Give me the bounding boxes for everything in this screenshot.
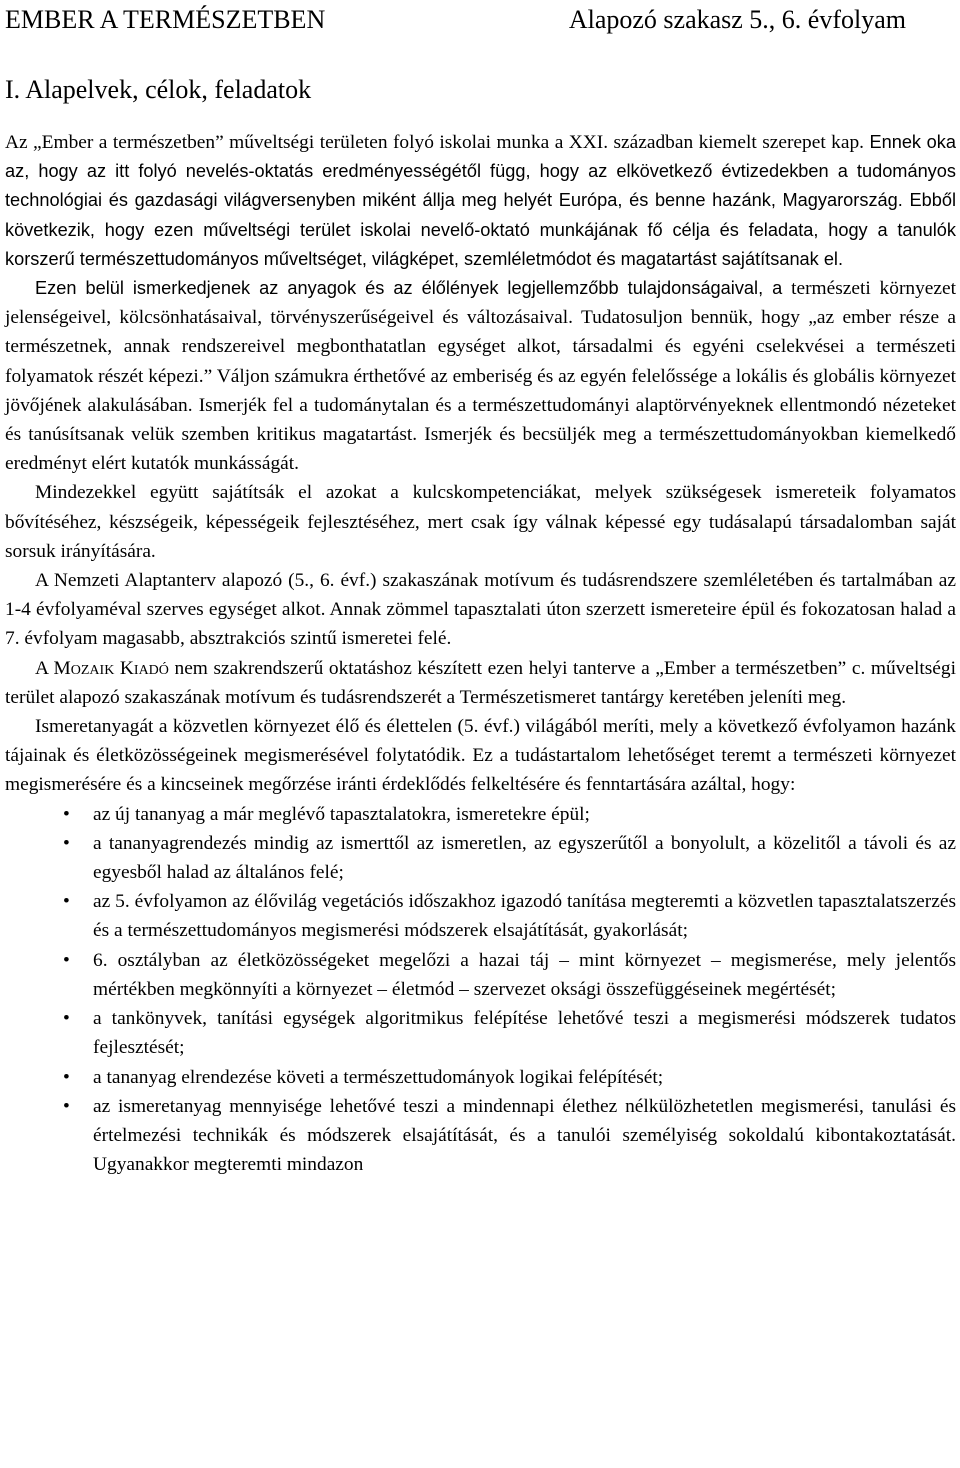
bullet-icon: • <box>63 832 70 854</box>
paragraph-1-sans: Ennek oka az, hogy az itt folyó nevelés-oktatás eredményességétől függ, hogy az elkövetkező évtizedekben a tudományos technológiai és gazdasági világversenyben miként állja meg helyét Európa, és benne hazánk, Magyarország. Ebből következik, hogy ezen műveltségi terület iskolai nevelő-oktató munkájának fő célja és feladata, hogy a tanulók korszerű természettudományos műveltséget, világképet, szemléletmódot és magatartást sajátítsanak el. <box>5 132 956 269</box>
paragraph-5-pre: A <box>35 657 54 679</box>
paragraph-3: Mindezekkel együtt sajátítsák el azokat a kulcskompetenciákat, melyek szükségesek ismereteik folyamatos bővítéséhez, készségeik, képességeik fejlesztéséhez, mert csak így válnak képessé egy tudásalapú társadalomban saját sorsuk irányítására. <box>5 482 956 562</box>
paragraph-2 <box>5 274 956 478</box>
bullet-icon: • <box>63 1095 70 1117</box>
list-item-text: az új tananyag a már meglévő tapasztalatokra, ismeretekre épül; <box>93 803 590 825</box>
list-item <box>5 1063 956 1092</box>
paragraph-5-post: nem szakrendszerű oktatáshoz készített ezen helyi tanterve a „Ember a természetben” c. műveltségi terület alapozó szakaszának motívum és tudásrendszerét a Természetismeret tantárgy keretében jeleníti meg. <box>5 657 956 708</box>
list-item <box>5 946 956 1004</box>
list-item <box>5 1004 956 1062</box>
bullet-icon: • <box>63 803 70 825</box>
list-item-text: a tananyag elrendezése követi a természettudományok logikai felépítését; <box>93 1066 664 1088</box>
list-item-text: a tananyagrendezés mindig az ismerttől az ismeretlen, az egyszerűtől a bonyolult, a közelitől a távoli és az egyesből halad az általános felé; <box>93 832 956 884</box>
paragraph-5 <box>5 654 956 712</box>
paragraph-2-sans: Ezen belül ismerkedjenek az anyagok és az élőlények legjellemzőbb tulajdonságaival, a <box>35 278 783 299</box>
bullet-icon: • <box>63 1008 70 1030</box>
list-item <box>5 800 956 829</box>
document-subtitle: Alapozó szakasz 5., 6. évfolyam <box>568 5 906 34</box>
bullet-list <box>5 800 956 1180</box>
list-item <box>5 1092 956 1180</box>
paragraph-6: Ismeretanyagát a közvetlen környezet élő és élettelen (5. évf.) világából meríti, mely a következő évfolyamon hazánk tájainak és életközösségeinek megismerésével folytatódik. Ez a tudástartalom lehetőséget teremt a természeti környezet megismerésére és a kincseinek megőrzése iránti érdeklődés felkeltésére és fenntartására azáltal, hogy: <box>5 716 956 796</box>
paragraph-2-serif: természeti környezet jelenségeivel, kölcsönhatásaival, törvényszerűségeivel és változásaival. Tudatosuljon bennük, hogy „az ember része a természetnek, annak rendszereivel megbonthatatlan egységet alkot, társadalmi és egyéni cselekvései a természeti folyamatok részét képezi.” Váljon számukra érthetővé az emberiség és az egyén felelőssége a lokális és globális környezet jövőjének alakulásában. Ismerjék fel a tudománytalan és a természettudományi alaptörvényeknek ellentmondó nézeteket és tanúsítsanak velük szemben kritikus magatartást. Ismerjék és becsüljék meg a természettudományokban kiemelkedő eredményt elért kutatók munkásságát. <box>5 278 957 475</box>
list-item-text: az ismeretanyag mennyisége lehetővé teszi a mindennapi élethez nélkülözhetetlen megismerési, tanulási és értelmezési technikák és módszerek elsajátítását, és a tanulói személyiség sokoldalú kibontakoztatását. Ugyanakkor megteremti mindazon <box>93 1095 956 1176</box>
bullet-icon: • <box>63 891 70 913</box>
paragraph-4: A Nemzeti Alaptanterv alapozó (5., 6. évf.) szakaszának motívum és tudásrendszere szemléletében és tartalmában az 1-4 évfolyaméval szerves egységet alkot. Annak zömmel tapasztalati úton szerzett ismereteire épül és fokozatosan halad a 7. évfolyam magasabb, absztrakciós szintű ismeretei felé. <box>5 570 956 650</box>
section-heading: I. Alapelvek, célok, feladatok <box>5 75 312 104</box>
list-item <box>5 829 956 887</box>
list-item-text: az 5. évfolyamon az élővilág vegetációs időszakhoz igazodó tanítása megteremti a közvetlen tapasztalatszerzés és a természettudományos megismerési módszerek elsajátítását, gyakorlását; <box>93 891 956 942</box>
list-item <box>5 887 956 945</box>
publisher-name: Mozaik Kiadó <box>53 657 169 679</box>
list-item-text: 6. osztályban az életközösségeket megelőzi a hazai táj – mint környezet – megismerése, mely jelentős mértékben megkönnyíti a környezet – életmód – szervezet oksági összefüggéseinek megértését; <box>93 949 956 1000</box>
document-title: EMBER A TERMÉSZETBEN <box>5 5 326 34</box>
list-item-text: a tankönyvek, tanítási egységek algoritmikus felépítése lehetővé teszi a megismerési módszerek tudatos fejlesztését; <box>93 1008 956 1059</box>
page-header <box>5 4 956 36</box>
bullet-icon: • <box>63 949 70 971</box>
paragraph-1 <box>5 128 956 274</box>
bullet-icon: • <box>63 1066 70 1088</box>
paragraph-1-serif: Az „Ember a természetben” műveltségi területen folyó iskolai munka a XXI. században kiemelt szerepet kap. <box>5 132 864 153</box>
